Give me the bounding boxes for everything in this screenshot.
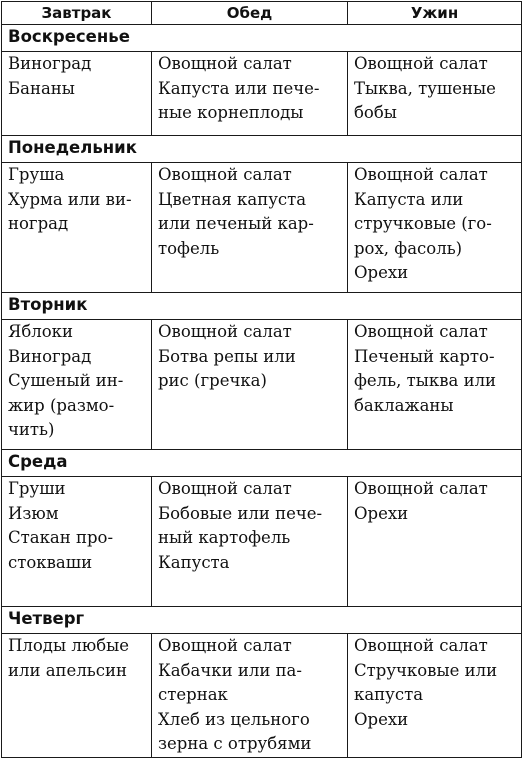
cell-line: зерна с отрубями xyxy=(158,734,312,753)
meal-row xyxy=(2,52,522,136)
cell-lunch xyxy=(152,477,348,607)
cell-line: чить) xyxy=(8,420,55,439)
cell-line: фель, тыква или xyxy=(354,371,497,390)
day-row xyxy=(2,136,522,163)
cell-line: Овощной салат xyxy=(158,54,292,73)
cell-breakfast xyxy=(2,52,152,136)
cell-line: рис (гречка) xyxy=(158,371,267,390)
cell-line: Бананы xyxy=(8,78,75,98)
cell-line: Кабачки или па- xyxy=(158,660,302,680)
cell-line: Стручковые или xyxy=(354,660,498,680)
cell-lunch xyxy=(152,52,348,136)
header-row xyxy=(2,2,522,25)
cell-line: или печеный кар- xyxy=(158,214,314,233)
cell-line: жир (размо- xyxy=(8,395,115,415)
day-name: Четверг xyxy=(2,607,522,634)
cell-line: тофель xyxy=(158,238,220,258)
cell-line: или апельсин xyxy=(8,660,128,680)
cell-line: стернак xyxy=(158,685,228,704)
day-name: Воскресенье xyxy=(2,25,522,52)
cell-line: Овощной салат xyxy=(158,636,292,655)
cell-line: Капуста xyxy=(158,552,230,572)
day-row xyxy=(2,607,522,634)
cell-line: Овощной салат xyxy=(354,636,488,655)
day-row xyxy=(2,293,522,320)
cell-breakfast xyxy=(2,477,152,607)
day-name: Понедельник xyxy=(2,136,522,163)
cell-line: Хурма или ви- xyxy=(8,189,132,209)
cell-line: Виноград xyxy=(8,346,92,366)
cell-line: Груши xyxy=(8,479,66,498)
cell-line: Орехи xyxy=(354,263,409,282)
meal-row xyxy=(2,320,522,450)
cell-line: Овощной салат xyxy=(354,322,488,341)
cell-line: Изюм xyxy=(8,503,59,523)
meal-plan-table xyxy=(1,1,522,758)
cell-line: бобы xyxy=(354,103,397,122)
cell-dinner xyxy=(348,52,522,136)
meal-row xyxy=(2,634,522,758)
cell-line: Тыква, тушеные xyxy=(354,78,496,98)
cell-line: рох, фасоль) xyxy=(354,238,463,258)
cell-line: Груша xyxy=(8,165,65,184)
cell-line: стокваши xyxy=(8,552,93,572)
header-dinner: Ужин xyxy=(348,2,522,25)
cell-line: Овощной салат xyxy=(158,322,292,341)
day-row xyxy=(2,450,522,477)
day-row xyxy=(2,25,522,52)
cell-line: Цветная капуста xyxy=(158,189,307,209)
cell-line: Овощной салат xyxy=(354,479,488,498)
cell-line: Капуста или xyxy=(354,189,464,209)
cell-breakfast xyxy=(2,634,152,758)
cell-line: Орехи xyxy=(354,709,409,729)
cell-line: Орехи xyxy=(354,503,409,523)
meal-row xyxy=(2,163,522,293)
cell-line: Бобовые или пече- xyxy=(158,503,323,523)
cell-line: ный картофель xyxy=(158,528,291,547)
day-name: Вторник xyxy=(2,293,522,320)
table-body xyxy=(2,25,522,758)
cell-dinner xyxy=(348,163,522,293)
cell-line: Виноград xyxy=(8,54,92,73)
cell-line: Хлеб из цельного xyxy=(158,709,310,729)
cell-line: ноград xyxy=(8,214,69,233)
cell-line: Овощной салат xyxy=(158,479,292,498)
cell-lunch xyxy=(152,163,348,293)
header-lunch: Обед xyxy=(152,2,348,25)
cell-line: баклажаны xyxy=(354,395,454,415)
meal-row xyxy=(2,477,522,607)
cell-line: Овощной салат xyxy=(158,165,292,184)
cell-lunch xyxy=(152,320,348,450)
cell-line: Овощной салат xyxy=(354,54,488,73)
cell-line: Ботва репы или xyxy=(158,346,296,366)
cell-line: ные корнеплоды xyxy=(158,103,304,122)
cell-dinner xyxy=(348,634,522,758)
cell-line: стручковые (го- xyxy=(354,214,492,233)
cell-breakfast xyxy=(2,163,152,293)
cell-line: Капуста или пече- xyxy=(158,78,320,98)
cell-line: капуста xyxy=(354,685,424,704)
cell-breakfast xyxy=(2,320,152,450)
cell-line: Плоды любые xyxy=(8,636,130,655)
cell-line: Овощной салат xyxy=(354,165,488,184)
cell-line: Яблоки xyxy=(8,322,73,341)
cell-lunch xyxy=(152,634,348,758)
cell-dinner xyxy=(348,477,522,607)
cell-line: Сушеный ин- xyxy=(8,371,124,390)
day-name: Среда xyxy=(2,450,522,477)
cell-line: Печеный карто- xyxy=(354,346,495,366)
cell-line: Стакан про- xyxy=(8,528,114,547)
cell-dinner xyxy=(348,320,522,450)
header-breakfast: Завтрак xyxy=(2,2,152,25)
